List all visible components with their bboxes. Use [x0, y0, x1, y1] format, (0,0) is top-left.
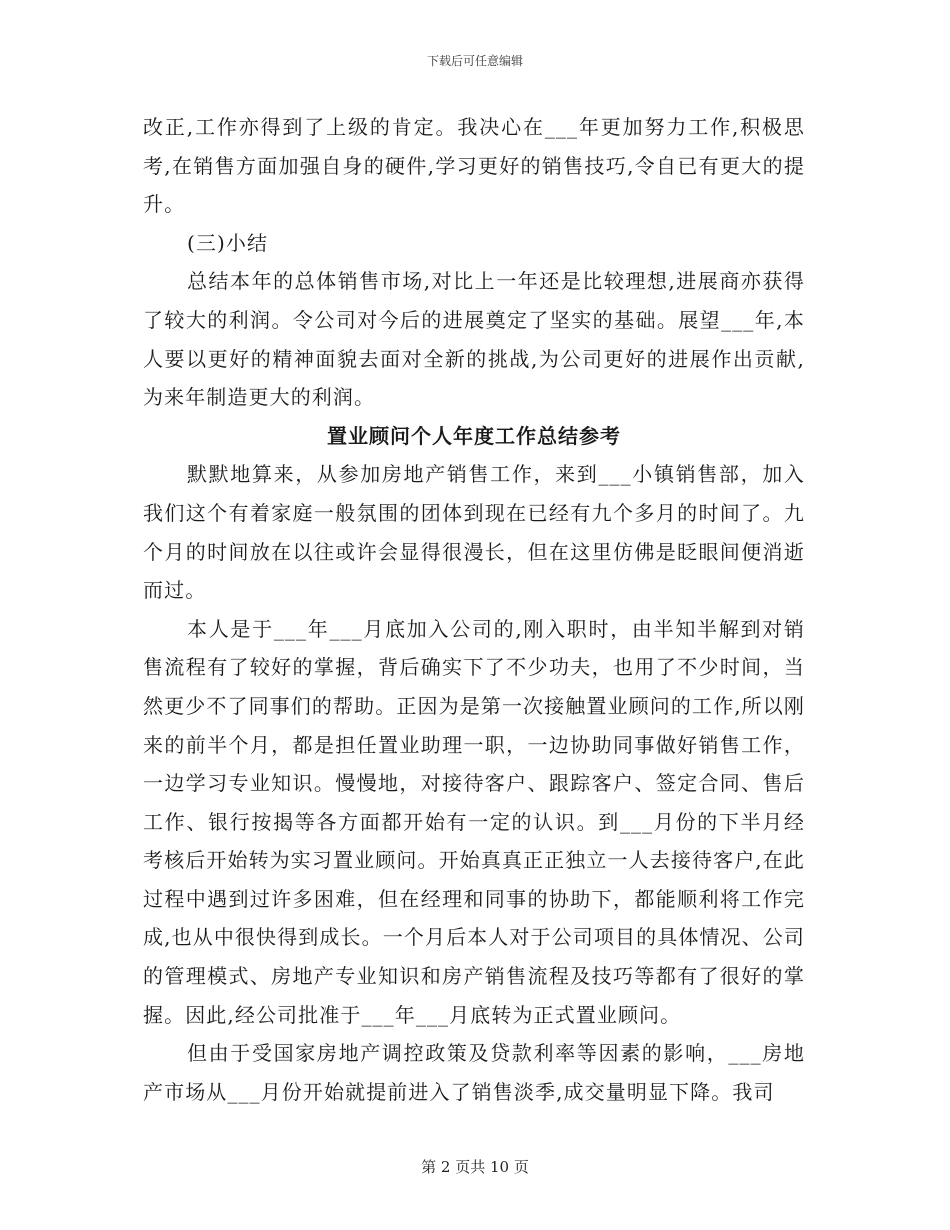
paragraph-experience: 本人是于___年___月底加入公司的,刚入职时，由半知半解到对销售流程有了较好的掌握，背后确实下了不少功夫，也用了不少时间，当然更少不了同事们的帮助。正因为是第一次接触置业顾问的工作,所以刚来的前半个月，都是担任置业助理一职，一边协助同事做好销售工作，一边学习专业知识。慢慢地，对接待客户、跟踪客户、签定合同、售后工作、银行按揭等各方面都开始有一定的认识。到___月份的下半月经考核后开始转为实习置业顾问。开始真真正正独立一人去接待客户,在此过程中遇到过许多困难，但在经理和同事的协助下，都能顺利将工作完成,也从中很快得到成长。一个月后本人对于公司项目的具体情况、公司的管理模式、房地产专业知识和房产销售流程及技巧等都有了很好的掌握。因此,经公司批准于___年___月底转为正式置业顾问。: [143, 616, 805, 1027]
section-title: 置业顾问个人年度工作总结参考: [327, 423, 621, 448]
paragraph-summary: 总结本年的总体销售市场,对比上一年还是比较理想,进展商亦获得了较大的利润。令公司对今后的进展奠定了坚实的基础。展望___年,本人要以更好的精神面貌去面对全新的挑战,为公司更好的进展作出贡献,为来年制造更大的利润。: [143, 269, 805, 410]
subheading-summary: (三)小结: [187, 230, 269, 255]
paragraph-intro: 默默地算来，从参加房地产销售工作，来到___小镇销售部，加入我们这个有着家庭一般氛围的团体到现在已经有九个多月的时间了。九个月的时间放在以往或许会显得很漫长，但在这里仿佛是眨眼间便消逝而过。: [143, 462, 805, 603]
page-footer: 第 2 页共 10 页: [421, 1158, 529, 1176]
document-body: [143, 108, 805, 1111]
paragraph-continued: 改正,工作亦得到了上级的肯定。我决心在___年更加努力工作,积极思考,在销售方面加强自身的硬件,学习更好的销售技巧,令自已有更大的提升。: [143, 115, 805, 217]
paragraph-market: 但由于受国家房地产调控政策及贷款利率等因素的影响，___房地产市场从___月份开始就提前进入了销售淡季,成交量明显下降。我司: [143, 1041, 805, 1104]
page-header: 下载后可任意编辑: [426, 54, 523, 68]
